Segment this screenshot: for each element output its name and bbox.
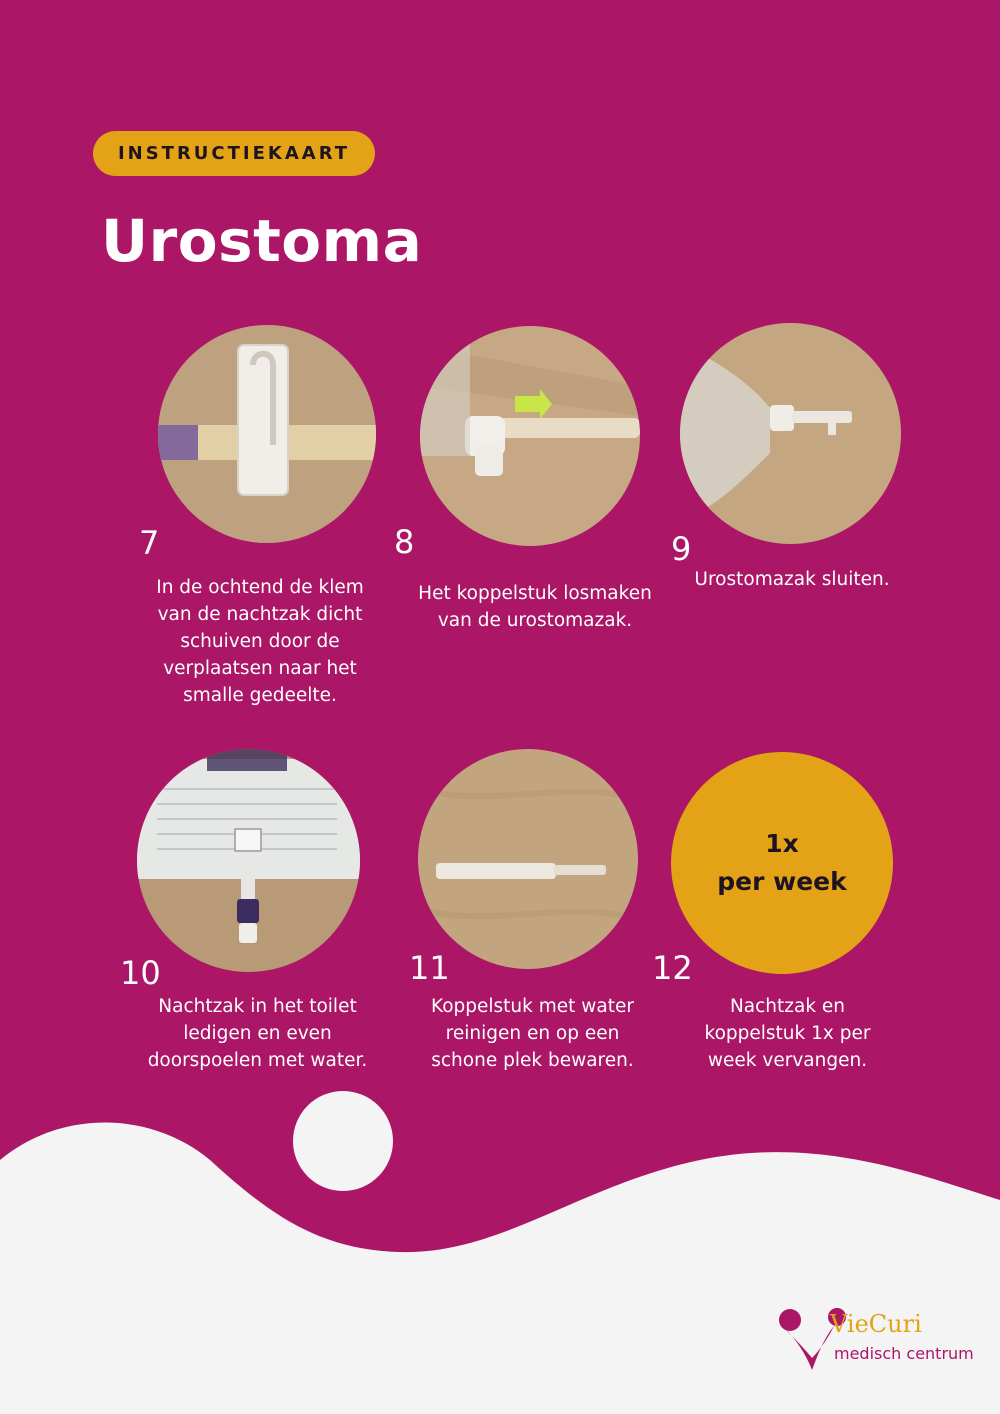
step-7-number: 7: [139, 524, 160, 562]
step-11-photo: [418, 749, 638, 969]
weekly-badge-count: 1x: [765, 829, 799, 858]
step-10-photo: [137, 749, 360, 972]
step-7-photo: [158, 325, 376, 543]
document-type-badge: INSTRUCTIEKAART: [93, 131, 375, 176]
logo-name: VieCuri: [830, 1310, 922, 1338]
page-title: Urostoma: [101, 207, 423, 275]
weekly-badge-period: per week: [717, 867, 847, 896]
step-8-photo: [420, 326, 640, 546]
step-12-description: Nachtzak en koppelstuk 1x per week vervangen.: [704, 996, 871, 1071]
step-10-description: Nachtzak in het toilet ledigen en even doorspoelen met water.: [147, 996, 368, 1071]
step-9-number: 9: [671, 530, 692, 568]
step-12-number: 12: [652, 949, 693, 987]
weekly-badge: [671, 752, 893, 974]
step-8-number: 8: [394, 523, 415, 561]
step-9-photo: [680, 323, 901, 544]
logo-subtitle: medisch centrum: [834, 1344, 974, 1363]
step-11-description: Koppelstuk met water reinigen en op een schone plek bewaren.: [431, 996, 634, 1071]
step-10-number: 10: [120, 954, 161, 992]
step-11-number: 11: [409, 949, 450, 987]
step-9-description: Urostomazak sluiten.: [694, 569, 890, 590]
step-7-description: In de ochtend de klem van de nachtzak dicht schuiven door de verplaatsen naar het smalle gedeelte.: [156, 577, 364, 706]
step-8-description: Het koppelstuk losmaken van de urostomazak.: [418, 583, 652, 631]
